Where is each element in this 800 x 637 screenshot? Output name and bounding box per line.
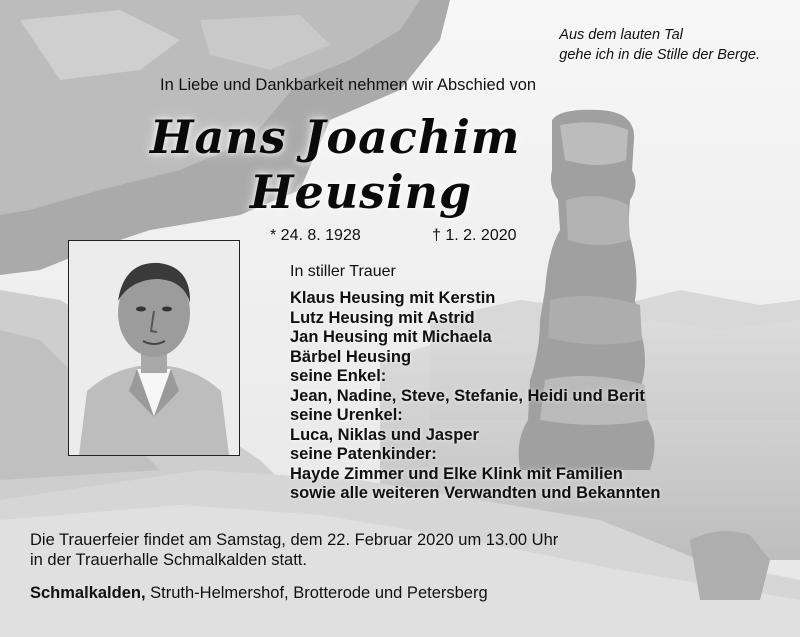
motto-line-2: gehe ich in die Stille der Berge. bbox=[559, 47, 760, 63]
portrait-image bbox=[69, 241, 239, 455]
mourner-line: Luca, Niklas und Jasper bbox=[290, 425, 479, 444]
portrait-photo bbox=[68, 240, 240, 456]
motto-line-1: Aus dem lauten Tal bbox=[559, 27, 683, 43]
service-line-1: Die Trauerfeier findet am Samstag, dem 22. Februar 2020 um 13.00 Uhr bbox=[30, 531, 559, 549]
mourner-line: Hayde Zimmer und Elke Klink mit Familien bbox=[290, 464, 623, 483]
death-date: † 1. 2. 2020 bbox=[432, 227, 517, 244]
mourner-line: Klaus Heusing mit Kerstin bbox=[290, 289, 496, 307]
motto bbox=[559, 25, 760, 65]
place-main: Schmalkalden, bbox=[30, 584, 146, 602]
places-line bbox=[30, 584, 488, 603]
mourning-heading: In stiller Trauer bbox=[290, 263, 396, 280]
mourner-line: Bärbel Heusing bbox=[290, 347, 412, 366]
deceased-first-names: Hans Joachim bbox=[150, 110, 521, 164]
birth-date: * 24. 8. 1928 bbox=[270, 227, 361, 244]
funeral-service-info bbox=[30, 530, 558, 570]
service-line-2: in der Trauerhalle Schmalkalden statt. bbox=[30, 551, 307, 569]
mourner-line: seine Enkel: bbox=[290, 367, 387, 385]
mourner-line: Jan Heusing mit Michaela bbox=[290, 328, 492, 346]
place-rest: Struth-Helmershof, Brotterode und Petersberg bbox=[145, 584, 488, 602]
mourner-line: seine Patenkinder: bbox=[290, 445, 437, 463]
mourner-line: Lutz Heusing mit Astrid bbox=[290, 308, 475, 327]
intro-text: In Liebe und Dankbarkeit nehmen wir Abschied von bbox=[160, 76, 537, 94]
mourner-line: Jean, Nadine, Steve, Stefanie, Heidi und Berit bbox=[290, 386, 645, 405]
mourner-line: sowie alle weiteren Verwandten und Bekannten bbox=[290, 484, 661, 502]
mourners-list bbox=[290, 289, 660, 504]
mourner-line: seine Urenkel: bbox=[290, 406, 403, 424]
deceased-last-name: Heusing bbox=[250, 165, 473, 219]
